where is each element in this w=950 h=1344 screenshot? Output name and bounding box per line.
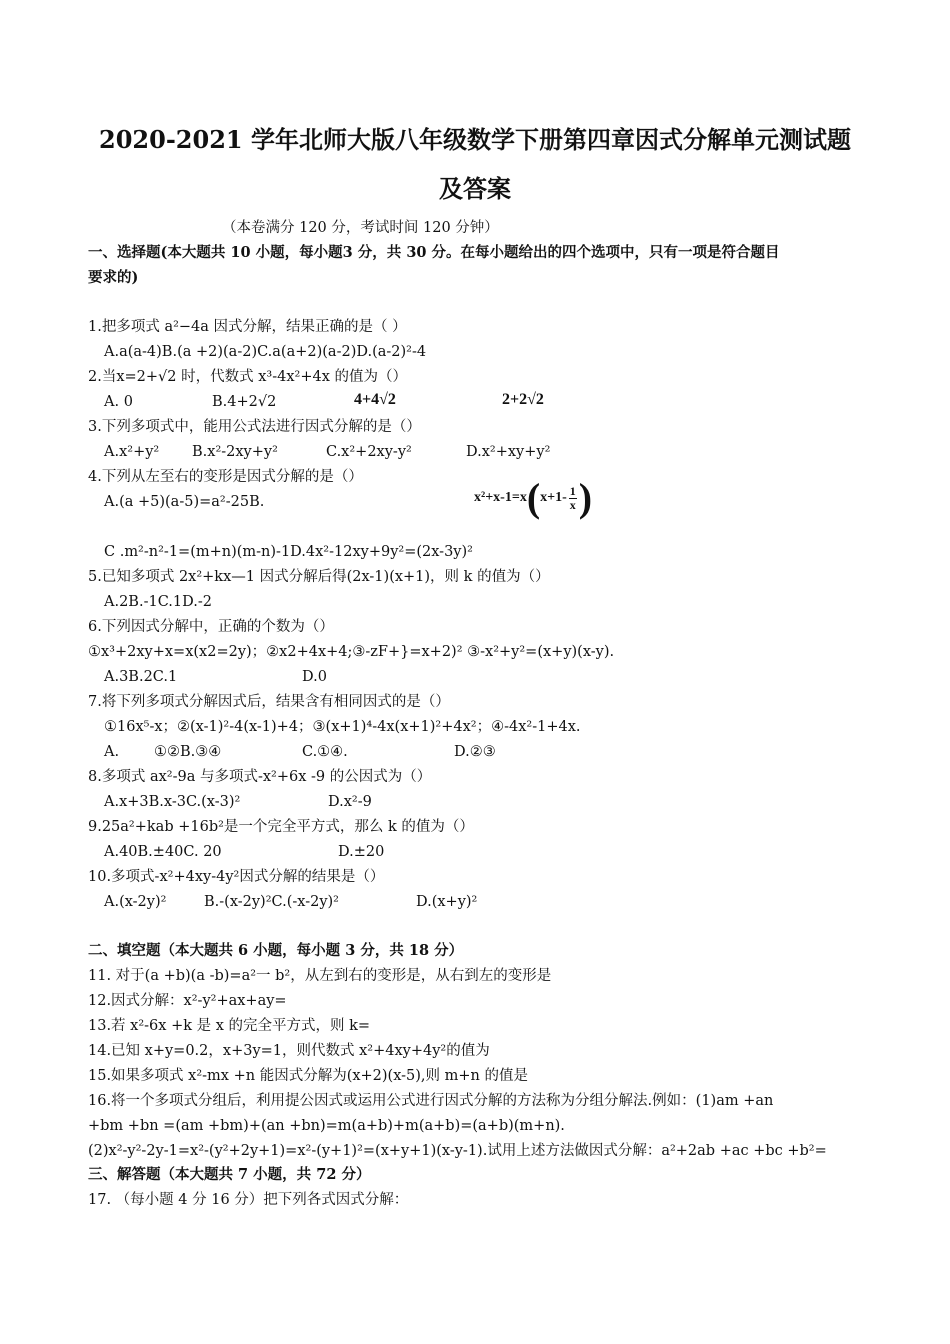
q16-line-1: 16.将一个多项式分组后，利用提公因式或运用公式进行因式分解的方法称为分组分解法.例如：(1)am +an bbox=[88, 1093, 774, 1109]
q4-option-cd: C .m²-n²-1=(m+n)(m-n)-1D.4x²-12xy+9y²=(2x-3y)² bbox=[104, 544, 473, 560]
q2-option-c: 4+4√2 bbox=[354, 391, 396, 408]
q9-options-abc: A.40B.±40C. 20 bbox=[104, 844, 222, 860]
q3-option-d: D.x²+xy+y² bbox=[466, 444, 551, 460]
q7-option-a: A. bbox=[104, 744, 120, 760]
q13: 13.若 x²-6x +k 是 x 的完全平方式，则 k= bbox=[88, 1018, 371, 1034]
q7-option-c: C.①④. bbox=[302, 744, 348, 760]
q7-options-ab: ①②B.③④ bbox=[154, 744, 222, 760]
q7-items: ①16x⁵-x；②(x-1)²-4(x-1)+4；③(x+1)⁴-4x(x+1)²+4x²；④-4x²-1+4x. bbox=[104, 719, 581, 735]
q5-options: A.2B.-1C.1D.-2 bbox=[104, 594, 212, 610]
q3-option-b: B.x²-2xy+y² bbox=[192, 444, 278, 460]
q6-items: ①x³+2xy+x=x(x2=2y)；②x2+4x+4;③-zF+}=x+2)² ③-x²+y²=(x+y)(x-y). bbox=[88, 644, 615, 660]
q4-formula-fraction: $\frac{1}{x}$ bbox=[569, 483, 576, 512]
q1-options: A.a(a-4)B.(a +2)(a-2)C.a(a+2)(a-2)D.(a-2)²-4 bbox=[104, 344, 427, 360]
q4-formula-inner: x+1- bbox=[540, 490, 567, 506]
q17: 17. （每小题 4 分 16 分）把下列各式因式分解： bbox=[88, 1192, 409, 1208]
q4-formula-left: x²+x-1=x bbox=[474, 490, 527, 506]
q3-option-a: A.x²+y² bbox=[104, 444, 160, 460]
section-2-header: 二、填空题（本大题共 6 小题，每小题 3 分，共 18 分） bbox=[88, 942, 464, 959]
q2-option-d: 2+2√2 bbox=[502, 391, 544, 408]
section-1-header-line-1: 一、选择题(本大题共 10 小题，每小题3 分，共 30 分。在每小题给出的四个选项中，只有一项是符合题目 bbox=[88, 244, 780, 261]
q1-stem: 1.把多项式 a²−4a 因式分解，结果正确的是（ ） bbox=[88, 319, 407, 335]
q2-stem: 2.当x=2+√2 时，代数式 x³-4x²+4x 的值为（） bbox=[88, 369, 407, 385]
q15: 15.如果多项式 x²-mx +n 能因式分解为(x+2)(x-5),则 m+n 的值是 bbox=[88, 1068, 528, 1084]
q10-option-d: D.(x+y)² bbox=[416, 894, 478, 910]
q8-option-d: D.x²-9 bbox=[328, 794, 372, 810]
section-1-header-line-2: 要求的) bbox=[88, 269, 139, 286]
q14: 14.已知 x+y=0.2，x+3y=1，则代数式 x²+4xy+4y²的值为 bbox=[88, 1043, 490, 1059]
q3-option-c: C.x²+2xy-y² bbox=[326, 444, 412, 460]
subtitle: （本卷满分 120 分，考试时间 120 分钟） bbox=[222, 220, 499, 236]
q10-option-a: A.(x-2y)² bbox=[104, 894, 167, 910]
q11: 11. 对于(a +b)(a -b)=a²一 b²，从左到右的变形是，从右到左的变形是 bbox=[88, 968, 552, 984]
q9-stem: 9.25a²+kab +16b²是一个完全平方式，那么 k 的值为（） bbox=[88, 819, 474, 835]
q16-line-2: +bm +bn =(am +bm)+(an +bn)=m(a+b)+m(a+b)=(a+b)(m+n). bbox=[88, 1118, 565, 1134]
q16-line-3: (2)x²-y²-2y-1=x²-(y²+2y+1)=x²-(y+1)²=(x+y+1)(x-y-1).试用上述方法做因式分解：a²+2ab +ac +bc +b²= bbox=[88, 1143, 827, 1159]
q10-options-bc: B.-(x-2y)²C.(-x-2y)² bbox=[204, 894, 339, 910]
q7-option-d: D.②③ bbox=[454, 744, 496, 760]
q6-option-d: D.0 bbox=[302, 669, 327, 685]
q2-option-a: A. 0 bbox=[104, 394, 133, 410]
title-line-2: 及答案 bbox=[439, 174, 511, 203]
q8-stem: 8.多项式 ax²-9a 与多项式-x²+6x -9 的公因式为（） bbox=[88, 769, 432, 785]
q4-stem: 4.下列从左至右的变形是因式分解的是（） bbox=[88, 469, 363, 485]
q2-option-b: B.4+2√2 bbox=[212, 394, 277, 410]
q9-option-d: D.±20 bbox=[338, 844, 385, 860]
q8-options-abc: A.x+3B.x-3C.(x-3)² bbox=[104, 794, 241, 810]
section-3-header: 三、解答题（本大题共 7 小题，共 72 分） bbox=[88, 1166, 371, 1183]
q7-stem: 7.将下列多项式分解因式后，结果含有相同因式的是（） bbox=[88, 694, 450, 710]
q3-stem: 3.下列多项式中，能用公式法进行因式分解的是（） bbox=[88, 419, 421, 435]
q10-stem: 10.多项式-x²+4xy-4y²因式分解的结果是（） bbox=[88, 869, 385, 885]
q4-option-ab: A.(a +5)(a-5)=a²-25B. bbox=[104, 494, 265, 510]
q6-stem: 6.下列因式分解中，正确的个数为（） bbox=[88, 619, 334, 635]
q4-option-b-formula: x²+x-1=x(x+1- $\frac{1}{x}$ ) bbox=[474, 475, 593, 520]
q6-options-abc: A.3B.2C.1 bbox=[104, 669, 178, 685]
title-line-1: 2020-2021 学年北师大版八年级数学下册第四章因式分解单元测试题 bbox=[99, 125, 851, 154]
q5-stem: 5.已知多项式 2x²+kx—1 因式分解后得(2x-1)(x+1)，则 k 的值为（） bbox=[88, 569, 550, 585]
q12: 12.因式分解：x²-y²+ax+ay= bbox=[88, 993, 287, 1009]
